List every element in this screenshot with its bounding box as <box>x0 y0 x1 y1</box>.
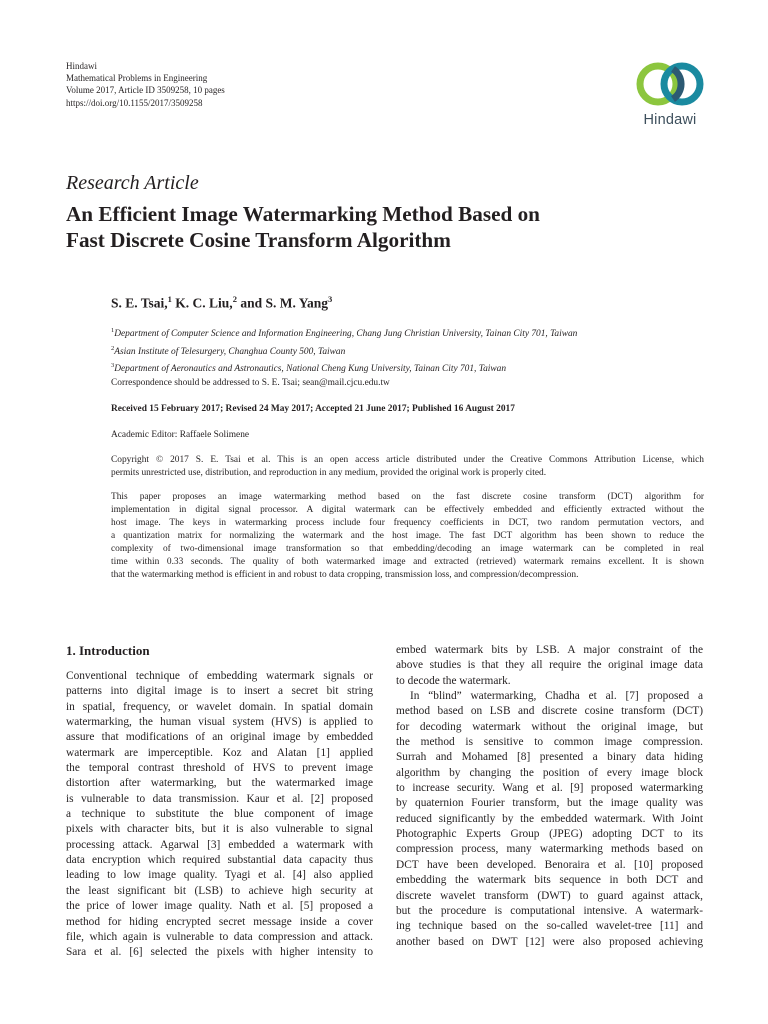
body-line: the least significant bit (LSB) to achieve high security at <box>66 884 373 897</box>
body-line: Surrah and Mohamed [8] presented a binary data hiding <box>396 751 703 764</box>
body-line: DCT have been developed. Benoraira et al. [10] proposed <box>396 858 703 871</box>
volume-info: Volume 2017, Article ID 3509258, 10 pages <box>66 85 225 96</box>
academic-editor: Academic Editor: Raffaele Solimene <box>111 430 250 440</box>
article-title <box>66 201 686 253</box>
body-line: embed watermark bits by LSB. A major constraint of the <box>396 644 703 656</box>
affiliations <box>111 324 577 377</box>
affiliation-marker: 1 <box>111 327 115 334</box>
body-line: is vulnerable to data transmission. Kaur et al. [2] proposed <box>66 792 373 805</box>
body-line: compression process, many watermarking methods based on <box>396 843 703 856</box>
body-line: the method is sensitive to common image compression. <box>396 736 703 749</box>
body-line: ing technique based on the so-called wavelet-tree [11] and <box>396 920 703 933</box>
affiliation-line <box>111 359 577 377</box>
article-type: Research Article <box>66 172 199 194</box>
body-line: the price of lower image quality. Nath et al. [5] proposed a <box>66 900 373 913</box>
right-column <box>396 643 703 950</box>
author-affiliation-marker: 3 <box>327 294 333 304</box>
body-line: file, which again is vulnerable to data compression and attack. <box>66 930 373 943</box>
abstract-line: implementation in digital signal processor. A digital watermark can be effectively embedded and efficiently extracted without the <box>111 505 704 515</box>
body-line: embedding the watermark bits sequence in both DCT and <box>396 874 703 887</box>
body-line: algorithm by changing the position of every image block <box>396 766 703 779</box>
body-line: assure that modifications of an original image by embedded <box>66 731 373 744</box>
copyright-notice <box>111 454 704 480</box>
body-line: patterns into digital image is to insert a secret bit string <box>66 685 373 698</box>
body-line: method based on LSB and discrete cosine transform (DCT) <box>396 705 703 718</box>
affiliation-marker: 2 <box>111 344 115 352</box>
abstract-line: time within 0.33 seconds. The quality of both watermarked image and extracted (retrieved) watermark remains excellent. It is shown <box>111 557 704 567</box>
copyright-line: permits unrestricted use, distribution, and reproduction in any medium, provided the original work is properly cited. <box>111 468 547 478</box>
body-line: by quaternion Fourier transform, but the image quality was <box>396 797 703 810</box>
doi-link[interactable]: https://doi.org/10.1155/2017/3509258 <box>66 97 203 108</box>
affiliation-text: Department of Computer Science and Information Engineering, Chang Jung Christian University, Tainan City 701, Taiwan <box>114 329 578 340</box>
author-name: S. E. Tsai, <box>111 295 168 311</box>
hindawi-logo-text: Hindawi <box>643 112 697 128</box>
title-line: Fast Discrete Cosine Transform Algorithm <box>66 228 451 252</box>
body-line: reduced significantly by the embedded watermark. With Joint <box>396 812 703 825</box>
body-line: to increase security. Wang et al. [9] proposed watermarking <box>396 782 703 795</box>
hindawi-logo <box>628 56 712 134</box>
affiliation-line <box>111 324 577 342</box>
abstract-line: host image. The keys in watermarking process include four frequency coefficients in DCT, two random permutation vectors, and <box>111 518 704 528</box>
body-line: Sara et al. [6] selected the pixels with higher intensity to <box>66 946 373 959</box>
body-line: another based on DWT [12] were also proposed achieving <box>396 935 703 948</box>
hindawi-logo-icon <box>628 56 712 112</box>
body-line: the temporal contrast threshold of HVS to prevent image <box>66 762 373 775</box>
journal-name: Mathematical Problems in Engineering <box>66 73 208 84</box>
author-name: K. C. Liu, <box>171 295 233 311</box>
body-line: Conventional technique of embedding watermark signals or <box>66 670 373 682</box>
body-line: above studies is that they all require the original image data <box>396 659 703 672</box>
affiliation-line <box>111 342 577 360</box>
abstract <box>111 491 704 582</box>
affiliation-text: Department of Aeronautics and Astronautics, National Cheng Kung University, Tainan City 701, Taiwan <box>114 364 507 375</box>
abstract-line: that the watermarking method is efficient in and robust to data cropping, transmission loss, and compression/decompression. <box>111 570 579 580</box>
affiliation-marker: 3 <box>111 362 115 370</box>
abstract-line: a quantization matrix for normalizing the watermark and the host image. The fast DCT algorithm has been shown to reduce the <box>111 531 704 541</box>
journal-meta <box>66 60 225 109</box>
author-name: and S. M. Yang <box>236 295 328 311</box>
author-list <box>111 294 332 312</box>
body-line: distortion after watermarking, but the watermarked image <box>66 777 373 790</box>
body-line: to decode the watermark. <box>396 674 511 687</box>
author-affiliation-marker: 2 <box>232 294 237 304</box>
abstract-line: This paper proposes an image watermarking method based on the fast discrete cosine transform (DCT) algorithm for <box>111 492 704 502</box>
publication-dates: Received 15 February 2017; Revised 24 May 2017; Accepted 21 June 2017; Published 16 August 2017 <box>111 404 515 414</box>
author-affiliation-marker: 1 <box>167 294 172 304</box>
title-line: An Efficient Image Watermarking Method Based on <box>66 202 540 226</box>
copyright-line: Copyright © 2017 S. E. Tsai et al. This is an open access article distributed under the Creative Commons Attribution License, which <box>111 455 704 465</box>
correspondence: Correspondence should be addressed to S. E. Tsai; sean@mail.cjcu.edu.tw <box>111 378 390 388</box>
body-line: watermark are imperceptible. Koz and Alatan [1] applied <box>66 746 373 759</box>
section-heading: 1. Introduction <box>66 643 150 658</box>
body-line: but the procedure is computational intensive. A watermark- <box>396 904 703 917</box>
body-line: method for hiding encrypted secret message inside a cover <box>66 915 373 928</box>
left-column <box>66 669 373 961</box>
affiliation-text: Asian Institute of Telesurgery, Changhua County 500, Taiwan <box>114 346 346 357</box>
abstract-line: complexity of two-dimensional image transformation so that embedding/decoding an image watermark can be completed in real <box>111 544 704 554</box>
body-line: In “blind” watermarking, Chadha et al. [7] proposed a <box>410 690 703 703</box>
publisher-name: Hindawi <box>66 61 97 71</box>
body-line: Photographic Experts Group (JPEG) adopting DCT to its <box>396 828 703 841</box>
body-line: a technique to substitute the blue component of image <box>66 808 373 821</box>
body-line: pixels with character bits, but it is also vulnerable to signal <box>66 823 373 836</box>
body-line: discrete wavelet transform (DWT) to guard against attack, <box>396 889 703 902</box>
body-line: leading to low image quality. Tyagi et al. [4] also applied <box>66 869 373 882</box>
body-line: for decoding watermark without the original image, but <box>396 720 703 733</box>
body-line: processing attack. Agarwal [3] embedded a watermark with <box>66 838 373 851</box>
body-line: in spatial, frequency, or wavelet domain. In spatial domain <box>66 700 373 713</box>
body-line: data encryption which required substantial data capacity thus <box>66 854 373 867</box>
body-line: watermarking, the human visual system (HVS) is applied to <box>66 716 373 729</box>
